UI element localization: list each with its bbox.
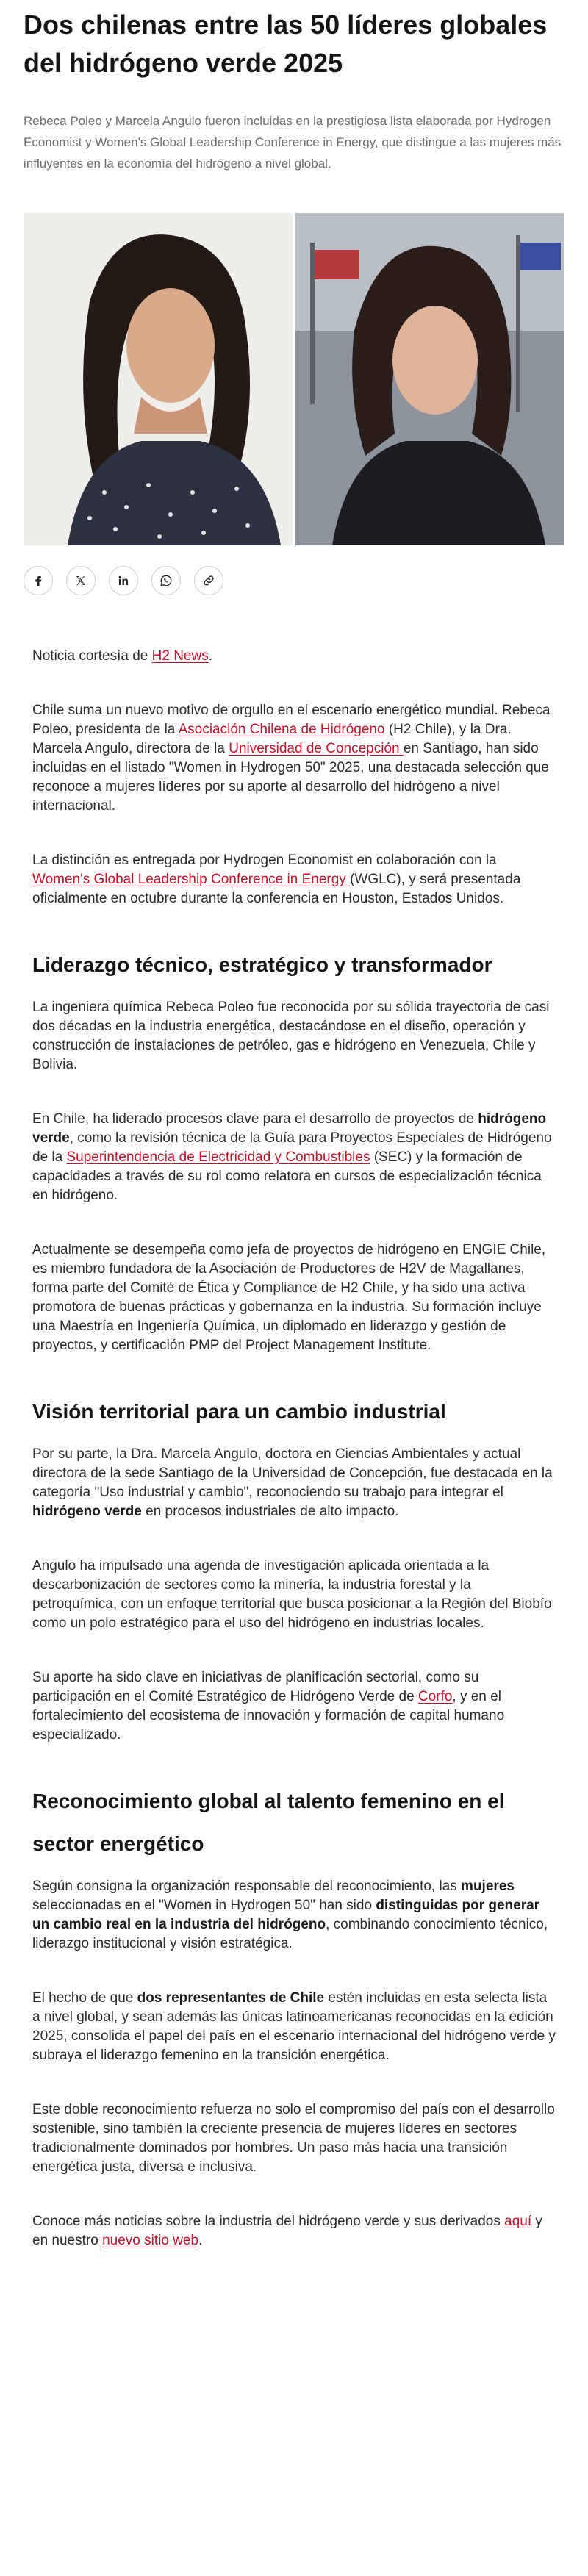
- x-icon: [74, 574, 87, 587]
- paragraph-9: Según consigna la organización responsable del reconocimiento, las mujeres seleccionadas en el "Women in Hydrogen 50" han sido distinguidas por generar un cambio real en la industria del hidrógeno, combinando conocimiento técnico, liderazgo institucional y visión estratégica.: [32, 1879, 548, 1951]
- section-heading-1: Liderazgo técnico, estratégico y transformador: [32, 953, 492, 976]
- paragraph-2: La distinción es entregada por Hydrogen Economist en colaboración con la Women's Global Leadership Conference in Energy (WGLC), y será presentada oficialmente en octubre durante la conferencia en Houston, Estados Unidos.: [32, 853, 521, 906]
- portrait-right-illustration: [295, 213, 564, 545]
- section-heading-2: Visión territorial para un cambio industrial: [32, 1400, 446, 1423]
- asociacion-chilena-hidrogeno-link[interactable]: Asociación Chilena de Hidrógeno: [178, 722, 385, 737]
- wglc-link[interactable]: Women's Global Leadership Conference in Energy: [32, 872, 351, 887]
- photo-rebeca-poleo: [24, 213, 293, 545]
- whatsapp-icon: [159, 574, 173, 587]
- paragraph-6: Por su parte, la Dra. Marcela Angulo, doctora en Ciencias Ambientales y actual directora de la sede Santiago de la Universidad de Concepción, fue destacada en la categoría "Uso industrial y cambio", reconociendo su trabajo para integrar el hidrógeno verde en procesos industriales de alto impacto.: [32, 1446, 553, 1519]
- linkedin-icon: [117, 574, 130, 587]
- share-whatsapp-button[interactable]: [151, 566, 181, 595]
- paragraph-5: Actualmente se desempeña como jefa de proyectos de hidrógeno en ENGIE Chile, es miembro fundadora de la Asociación de Productores de H2V de Magallanes, forma parte del Comité de Ética y Compliance de H2 Chile, y ha sido una activa promotora de buenas prácticas y gobernanza en la industria. Su formación incluye una Maestría en Ingeniería Química, un diplomado en liderazgo y gestión de proyectos, y certificación PMP del Project Management Institute.: [32, 1242, 546, 1353]
- paragraph-7: Angulo ha impulsado una agenda de investigación aplicada orientada a la descarbonización de sectores como la minería, la industria forestal y la petroquímica, con un enfoque territorial que busca posicionar a la Región del Biobío como un polo estratégico para el uso del hidrógeno en industrias locales.: [32, 1558, 552, 1631]
- share-bar: [24, 566, 223, 595]
- paragraph-12: Conoce más noticias sobre la industria del hidrógeno verde y sus derivados aquí y en nuestro nuevo sitio web.: [32, 2214, 542, 2248]
- corfo-link[interactable]: Corfo: [417, 1689, 453, 1704]
- article-body: [32, 647, 556, 2286]
- article-lead: Rebeca Poleo y Marcela Angulo fueron incluidas en la prestigiosa lista elaborada por Hydrogen Economist y Women's Global Leadership Conference in Energy, que distingue a las mujeres más influyentes en la economía del hidrógeno a nivel global.: [24, 114, 562, 171]
- share-x-button[interactable]: [66, 566, 96, 595]
- paragraph-1: Chile suma un nuevo motivo de orgullo en el escenario energético mundial. Rebeca Poleo, presidenta de la Asociación Chilena de Hidrógeno (H2 Chile), y la Dra. Marcela Angulo, directora de la Universidad de Concepción en Santiago, han sido incluidas en el listado "Women in Hydrogen 50" 2025, una destacada selección que reconoce a mujeres líderes por su aporte al desarrollo del hidrógeno a nivel internacional.: [32, 703, 551, 814]
- paragraph-3: La ingeniera química Rebeca Poleo fue reconocida por su sólida trayectoria de casi dos décadas en la industria energética, destacándose en el diseño, operación y construcción de instalaciones de petróleo, gas e hidrógeno en Venezuela, Chile y Bolivia.: [32, 1000, 550, 1072]
- courtesy-paragraph: Noticia cortesía de H2 News.: [32, 648, 212, 664]
- section-heading-3: Reconocimiento global al talento femenino en el sector energético: [32, 1790, 505, 1855]
- nuevo-sitio-web-link[interactable]: nuevo sitio web: [102, 2233, 199, 2248]
- sec-link[interactable]: Superintendencia de Electricidad y Combustibles: [66, 1149, 370, 1165]
- link-icon: [202, 574, 215, 587]
- featured-photo: [24, 213, 564, 545]
- facebook-icon: [32, 574, 45, 587]
- paragraph-8: Su aporte ha sido clave en iniciativas de planificación sectorial, como su participación en el Comité Estratégico de Hidrógeno Verde de Corfo, y en el fortalecimiento del ecosistema de innovación y formación de capital humano especializado.: [32, 1670, 505, 1743]
- paragraph-4: En Chile, ha liderado procesos clave para el desarrollo de proyectos de hidrógeno verde, como la revisión técnica de la Guía para Proyectos Especiales de Hidrógeno de la Superintendencia de Electricidad y Combustibles (SEC) y la formación de capacidades a través de su rol como relatora en cursos de especialización técnica en hidrógeno.: [32, 1111, 552, 1203]
- portrait-left-illustration: [24, 213, 293, 545]
- share-copy-link-button[interactable]: [194, 566, 223, 595]
- universidad-concepcion-link[interactable]: Universidad de Concepción: [229, 741, 404, 756]
- share-linkedin-button[interactable]: [109, 566, 138, 595]
- photo-marcela-angulo: [295, 213, 564, 545]
- h2-news-link[interactable]: H2 News: [151, 648, 209, 664]
- paragraph-10: El hecho de que dos representantes de Chile estén incluidas en esta selecta lista a nivel global, y sean además las únicas latinoamericanas reconocidas en la edición 2025, consolida el papel del país en el escenario internacional del hidrógeno verde y subraya el liderazgo femenino en la transición energética.: [32, 1990, 556, 2063]
- aqui-link[interactable]: aquí: [504, 2214, 532, 2229]
- share-facebook-button[interactable]: [24, 566, 53, 595]
- article-title: Dos chilenas entre las 50 líderes globales del hidrógeno verde 2025: [24, 10, 548, 78]
- paragraph-11: Este doble reconocimiento refuerza no solo el compromiso del país con el desarrollo sostenible, sino también la creciente presencia de mujeres líderes en sectores tradicionalmente dominados por hombres. Un paso más hacia una transición energética justa, diversa e inclusiva.: [32, 2102, 555, 2175]
